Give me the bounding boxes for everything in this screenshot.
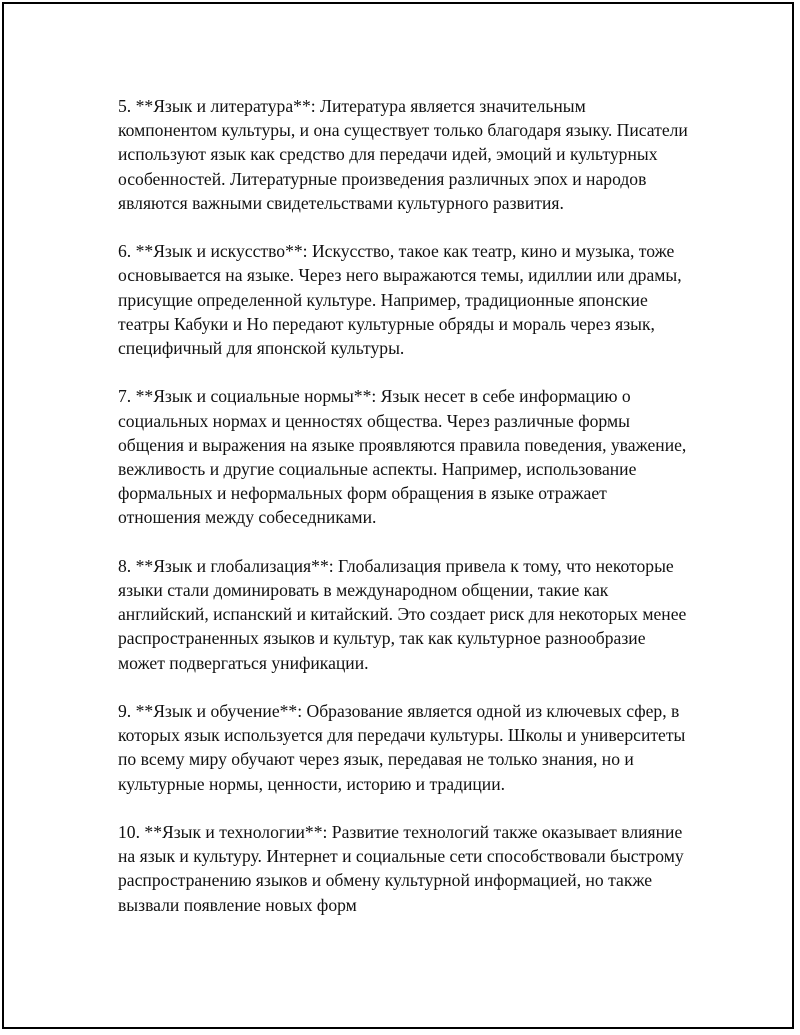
document-body xyxy=(118,94,688,941)
paragraph-language-technology: 10. **Язык и технологии**: Развитие технологий также оказывает влияние на язык и культуру. Интернет и социальные сети способствовали быстрому распространению языков и обмену культурной информацией, но также вызвали появление новых форм xyxy=(118,822,684,915)
paragraph-language-art: 6. **Язык и искусство**: Искусство, такое как театр, кино и музыка, тоже основывается на языке. Через него выражаются темы, идиллии или драмы, присущие определенной культуре. Например, традиционные японские театры Кабуки и Но передают культурные обряды и мораль через язык, специфичный для японской культуры. xyxy=(118,241,682,359)
paragraph-language-literature: 5. **Язык и литература**: Литература является значительным компонентом культуры, и она существует только благодаря языку. Писатели используют язык как средство для передачи идей, эмоций и культурных особенностей. Литературные произведения различных эпох и народов являются важными свидетельствами культурного развития. xyxy=(118,96,688,213)
paragraph-language-social-norms: 7. **Язык и социальные нормы**: Язык несет в себе информацию о социальных нормах и ценностях общества. Через различные формы общения и выражения на языке проявляются правила поведения, уважение, вежливость и другие социальные аспекты. Например, использование формальных и неформальных форм обращения в языке отражает отношения между собеседниками. xyxy=(118,386,687,528)
paragraph-language-education: 9. **Язык и обучение**: Образование является одной из ключевых сфер, в которых язык используется для передачи культуры. Школы и университеты по всему миру обучают через язык, передавая не только знания, но и культурные нормы, ценности, историю и традиции. xyxy=(118,701,686,794)
paragraph-language-globalization: 8. **Язык и глобализация**: Глобализация привела к тому, что некоторые языки стали доминировать в международном общении, такие как английский, испанский и китайский. Это создает риск для некоторых менее распространенных языков и культур, так как культурное разнообразие может подвергаться унификации. xyxy=(118,555,687,673)
